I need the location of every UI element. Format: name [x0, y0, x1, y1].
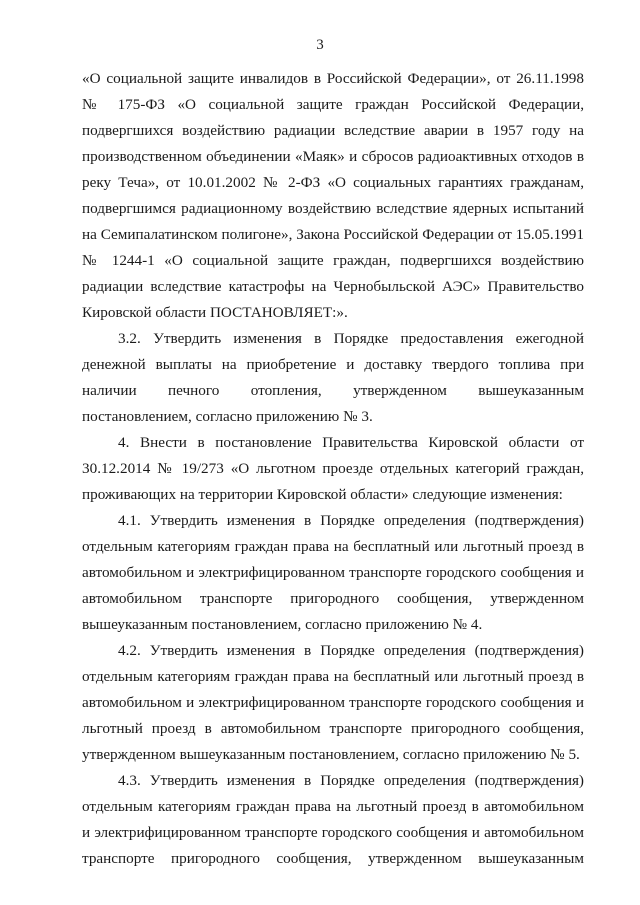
- paragraph-3-2: 3.2. Утвердить изменения в Порядке предоставления ежегодной денежной выплаты на приобретение и доставку твердого топлива при наличии печного отопления, утвержденном вышеуказанным постановлением, согласно приложению № 3.: [82, 330, 584, 425]
- paragraph-4-3: 4.3. Утвердить изменения в Порядке определения (подтверждения) отдельным категориям граждан права на льготный проезд в автомобильном и электрифицированном транспорте городского сообщения и автомобильном транспорте пригородного сообщения, утвержденном вышеуказанным: [82, 772, 584, 867]
- paragraph-4-1: 4.1. Утвердить изменения в Порядке определения (подтверждения) отдельным категориям граждан права на бесплатный или льготный проезд в автомобильном и электрифицированном транспорте городского сообщения и автомобильном транспорте пригородного сообщения, утвержденном вышеуказанным постановлением, согласно приложению № 4.: [82, 512, 584, 633]
- paragraph-law-citations: «О социальной защите инвалидов в Российской Федерации», от 26.11.1998 № 175-ФЗ «О социальной защите граждан Российской Федерации, подвергшихся воздействию радиации вследствие аварии в 1957 году на производственном объединении «Маяк» и сбросов радиоактивных отходов в реку Теча», от 10.01.2002 № 2-ФЗ «О социальных гарантиях гражданам, подвергшимся радиационному воздействию вследствие ядерных испытаний на Семипалатинском полигоне», Закона Российской Федерации от 15.05.1991 № 1244-1 «О социальной защите граждан, подвергшихся воздействию радиации вследствие катастрофы на Чернобыльской АЭС» Правительство Кировской области ПОСТАНОВЛЯЕТ:».: [82, 70, 584, 321]
- document-body: [82, 66, 584, 872]
- paragraph-4: 4. Внести в постановление Правительства Кировской области от 30.12.2014 № 19/273 «О льготном проезде отдельных категорий граждан, проживающих на территории Кировской области» следующие изменения:: [82, 434, 584, 503]
- paragraph-4-2: 4.2. Утвердить изменения в Порядке определения (подтверждения) отдельным категориям граждан права на бесплатный или льготный проезд в автомобильном и электрифицированном транспорте городского сообщения и льготный проезд в автомобильном транспорте пригородного сообщения, утвержденном вышеуказанным постановлением, согласно приложению № 5.: [82, 642, 584, 763]
- page-number: 3: [316, 37, 324, 53]
